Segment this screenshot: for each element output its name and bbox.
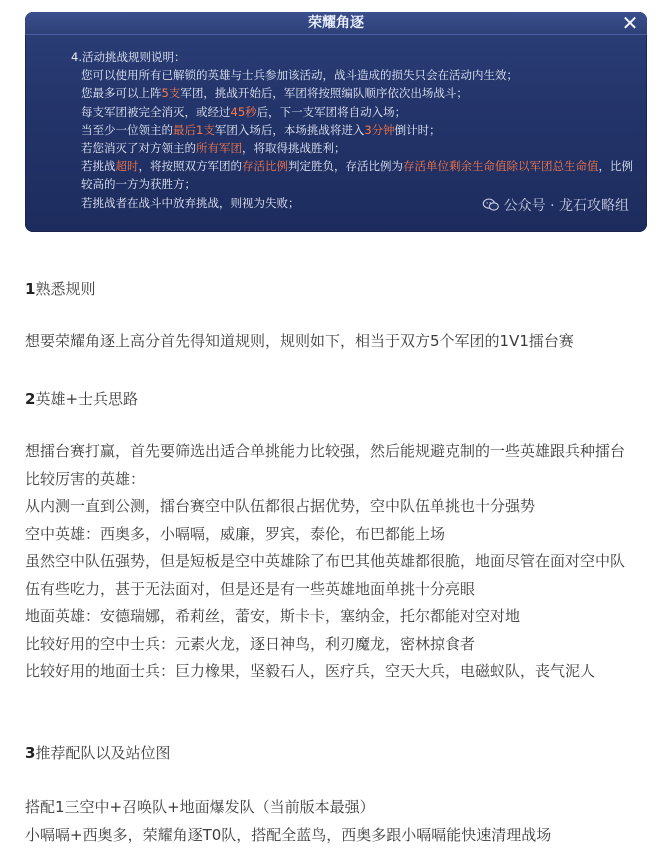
highlight-text: 超时	[115, 159, 139, 174]
rules-heading: 4.活动挑战规则说明：	[71, 50, 186, 64]
rule-text: 每支军团被完全消灭，或经过	[81, 104, 231, 119]
rule-text: 您可以使用所有已解锁的英雄与士兵参加该活动，战斗造成的损失只会在活动内生效；	[81, 68, 518, 83]
section-title-text: 推荐配队以及站位图	[35, 744, 171, 762]
section-title-3	[25, 742, 170, 763]
paragraph-line: 空中英雄：西奥多，小嗝嗝，威廉，罗宾，泰伦，布巴都能上场	[25, 524, 446, 543]
rule-text: 若您消灭了对方领主的	[81, 141, 196, 156]
paragraph-line: 搭配1三空中+召唤队+地面爆发队（当前版本最强）	[25, 798, 375, 816]
rule-line	[81, 121, 639, 139]
rule-line	[81, 84, 639, 102]
paragraph-line: 比较好用的空中士兵：元素火龙，逐日神鸟，利刃魔龙，密林掠食者	[25, 634, 476, 653]
rule-text: 后，下一支军团将自动入场；	[256, 104, 407, 119]
rule-text: 您最多可以上阵	[81, 86, 162, 101]
highlight-text: 最后1支	[173, 122, 215, 137]
paragraph-line: 从内测一直到公测，擂台赛空中队伍都很占据优势，空中队伍单挑也十分强势	[25, 497, 536, 515]
rule-text: 判定胜负，存活比例为	[288, 159, 403, 174]
paragraph-line: 虽然空中队伍强势，但是短板是空中英雄除了布巴其他英雄都很脆，地面尽管在面对空中队伍有些吃力，甚于无法面对，但是还是有一些英雄地面单挑十分亮眼	[25, 552, 626, 598]
paragraph-line: 比较好用的地面士兵：巨力橡果，坚毅石人，医疗兵，空天大兵，电磁蚁队，丧气泥人	[25, 662, 596, 680]
highlight-text: 45秒	[230, 104, 257, 119]
section-title-text: 英雄+士兵思路	[35, 390, 139, 408]
section-title-text: 熟悉规则	[35, 280, 96, 298]
rule-line	[81, 66, 639, 84]
highlight-text: 存活比例	[242, 159, 288, 174]
highlight-text: 存活单位剩余生命值除以军团总生命值	[403, 159, 599, 174]
paragraph-line: 想擂台赛打赢，首先要筛选出适合单挑能力比较强，然后能规避克制的一些英雄跟兵种擂台比较厉害的英雄：	[25, 442, 626, 488]
panel-title: 荣耀角逐	[25, 12, 647, 35]
rules-list	[73, 48, 639, 212]
paragraph-line: 小嗝嗝+西奥多，荣耀角逐T0队，搭配全蓝鸟，西奥多跟小嗝嗝能快速清理战场	[25, 825, 552, 844]
section-2-paragraphs	[25, 438, 637, 686]
section-number: 3	[25, 744, 36, 762]
section-number: 2	[25, 390, 36, 408]
highlight-text: 5支	[161, 86, 181, 101]
section-3-paragraphs	[25, 794, 637, 849]
paragraph-line: 地面英雄：安德瑞娜，希莉丝，蕾安，斯卡卡，塞纳金，托尔都能对空对地	[25, 607, 521, 625]
rule-text: ，将取得挑战胜利；	[242, 141, 346, 156]
section-number: 1	[25, 280, 36, 298]
rule-text: 军团，挑战开始后，军团将按照编队顺序依次出场战斗；	[180, 86, 468, 101]
rule-line	[81, 103, 639, 121]
watermark	[482, 195, 629, 215]
rule-forfeit: 若挑战者在战斗中放弃挑战，则视为失败；	[81, 195, 300, 210]
section-title-1	[25, 278, 95, 299]
rule-text: 当至少一位领主的	[81, 122, 173, 137]
wechat-icon	[482, 198, 500, 212]
close-icon[interactable]: ✕	[621, 12, 639, 35]
section-1-paragraph: 想要荣耀角逐上高分首先得知道规则，规则如下，相当于双方5个军团的1V1擂台赛	[25, 332, 574, 350]
watermark-text: 公众号 · 龙石攻略组	[503, 198, 629, 214]
highlight-text: 3分钟	[364, 122, 395, 137]
rule-text: 若挑战	[81, 159, 116, 174]
section-title-2	[25, 388, 138, 409]
highlight-text: 所有军团	[196, 141, 242, 156]
rule-text: ，比例较高的一方为获胜方；	[81, 159, 633, 192]
rule-text: 军团入场后，本场挑战将进入	[214, 122, 365, 137]
game-rules-panel	[25, 12, 647, 232]
rule-line	[81, 139, 639, 157]
rule-timeout	[81, 157, 639, 193]
rule-text: 倒计时；	[394, 122, 441, 137]
rule-text: ，将按照双方军团的	[138, 159, 242, 174]
